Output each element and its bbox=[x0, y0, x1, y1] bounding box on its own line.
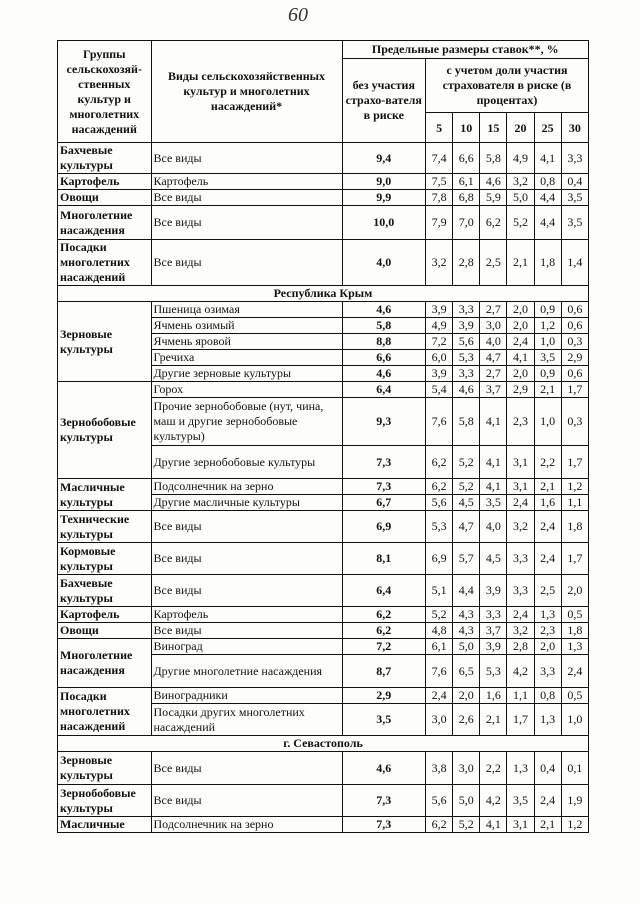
table-row bbox=[58, 143, 589, 174]
rate-no-participation: 4,6 bbox=[342, 302, 425, 318]
rate-with-participation: 2,5 bbox=[534, 575, 561, 607]
rate-no-participation: 5,8 bbox=[342, 318, 425, 334]
rate-with-participation: 4,0 bbox=[480, 511, 507, 543]
rate-with-participation: 1,8 bbox=[534, 240, 561, 286]
rate-with-participation: 2,1 bbox=[534, 382, 561, 398]
rate-with-participation: 0,1 bbox=[561, 752, 588, 785]
rate-no-participation: 7,2 bbox=[342, 639, 425, 655]
rate-no-participation: 4,0 bbox=[342, 240, 425, 286]
crop-name: Прочие зернобобовые (нут, чина, маш и другие зернобобовые культуры) bbox=[151, 398, 342, 446]
rate-with-participation: 4,7 bbox=[480, 350, 507, 366]
table-row bbox=[58, 785, 589, 817]
rate-with-participation: 7,6 bbox=[426, 655, 453, 688]
group-name: Кормовые культуры bbox=[58, 543, 152, 575]
insurance-rates-table bbox=[57, 40, 589, 833]
rate-with-participation: 1,7 bbox=[561, 543, 588, 575]
rate-with-participation: 3,3 bbox=[507, 575, 534, 607]
group-name: Посадки многолетних насаждений bbox=[58, 688, 152, 736]
rate-with-participation: 5,3 bbox=[480, 655, 507, 688]
header-group: Группы сельскохозяй-ственных культур и многолетних насаждений bbox=[58, 41, 152, 143]
rate-with-participation: 4,7 bbox=[453, 511, 480, 543]
rate-no-participation: 6,4 bbox=[342, 382, 425, 398]
rate-with-participation: 0,9 bbox=[534, 366, 561, 382]
crop-name: Все виды bbox=[151, 752, 342, 785]
crop-name: Посадки других многолетних насаждений bbox=[151, 704, 342, 736]
rate-with-participation: 5,6 bbox=[426, 785, 453, 817]
rate-with-participation: 3,1 bbox=[507, 446, 534, 479]
rate-with-participation: 2,6 bbox=[453, 704, 480, 736]
rate-no-participation: 6,2 bbox=[342, 607, 425, 623]
header-no-participation: без участия страхо-вателя в риске bbox=[342, 59, 425, 143]
rate-with-participation: 3,3 bbox=[534, 655, 561, 688]
rate-no-participation: 7,3 bbox=[342, 785, 425, 817]
rate-with-participation: 1,0 bbox=[534, 398, 561, 446]
rate-with-participation: 4,8 bbox=[426, 623, 453, 639]
rate-with-participation: 4,1 bbox=[480, 479, 507, 495]
rate-with-participation: 7,4 bbox=[426, 143, 453, 174]
rate-with-participation: 7,2 bbox=[426, 334, 453, 350]
rate-no-participation: 7,3 bbox=[342, 479, 425, 495]
crop-name: Виноград bbox=[151, 639, 342, 655]
rate-no-participation: 10,0 bbox=[342, 206, 425, 240]
rate-with-participation: 1,0 bbox=[534, 334, 561, 350]
rate-with-participation: 5,0 bbox=[453, 639, 480, 655]
rate-with-participation: 3,8 bbox=[426, 752, 453, 785]
rate-with-participation: 0,6 bbox=[561, 302, 588, 318]
rate-with-participation: 3,3 bbox=[453, 366, 480, 382]
table-row bbox=[58, 382, 589, 398]
rate-with-participation: 6,8 bbox=[453, 190, 480, 206]
crop-name: Все виды bbox=[151, 623, 342, 639]
rate-with-participation: 3,5 bbox=[480, 495, 507, 511]
rate-with-participation: 2,0 bbox=[561, 575, 588, 607]
rate-with-participation: 1,9 bbox=[561, 785, 588, 817]
rate-with-participation: 3,9 bbox=[480, 575, 507, 607]
table-row bbox=[58, 302, 589, 318]
crop-name: Картофель bbox=[151, 174, 342, 190]
rate-with-participation: 1,7 bbox=[561, 382, 588, 398]
rate-with-participation: 3,9 bbox=[426, 366, 453, 382]
table-row bbox=[58, 240, 589, 286]
rate-with-participation: 3,2 bbox=[507, 623, 534, 639]
rate-with-participation: 2,2 bbox=[480, 752, 507, 785]
crop-name: Все виды bbox=[151, 143, 342, 174]
group-name: Многолетние насаждения bbox=[58, 206, 152, 240]
rate-with-participation: 1,3 bbox=[561, 639, 588, 655]
rate-with-participation: 1,2 bbox=[534, 318, 561, 334]
rate-with-participation: 3,0 bbox=[426, 704, 453, 736]
crop-name: Все виды bbox=[151, 785, 342, 817]
rate-with-participation: 2,7 bbox=[480, 302, 507, 318]
rate-with-participation: 2,4 bbox=[534, 785, 561, 817]
group-name: Бахчевые культуры bbox=[58, 143, 152, 174]
rate-with-participation: 2,3 bbox=[507, 398, 534, 446]
rates-body bbox=[58, 143, 589, 833]
rate-no-participation: 6,4 bbox=[342, 575, 425, 607]
header-percent: 30 bbox=[561, 113, 588, 143]
rate-with-participation: 0,6 bbox=[561, 318, 588, 334]
crop-name: Ячмень яровой bbox=[151, 334, 342, 350]
rate-with-participation: 0,3 bbox=[561, 398, 588, 446]
group-name: Зернобобовые культуры bbox=[58, 785, 152, 817]
group-name: Картофель bbox=[58, 174, 152, 190]
rate-with-participation: 4,1 bbox=[480, 446, 507, 479]
rate-with-participation: 6,5 bbox=[453, 655, 480, 688]
table-row bbox=[58, 623, 589, 639]
rate-with-participation: 5,6 bbox=[453, 334, 480, 350]
rate-with-participation: 5,7 bbox=[453, 543, 480, 575]
rate-with-participation: 0,4 bbox=[561, 174, 588, 190]
rate-with-participation: 0,8 bbox=[534, 174, 561, 190]
rate-with-participation: 6,0 bbox=[426, 350, 453, 366]
crop-name: Все виды bbox=[151, 511, 342, 543]
header-rates: Предельные размеры ставок**, % bbox=[342, 41, 588, 59]
rate-with-participation: 5,2 bbox=[426, 607, 453, 623]
group-name: Масличные культуры bbox=[58, 479, 152, 511]
rate-no-participation: 7,3 bbox=[342, 817, 425, 833]
rate-with-participation: 1,3 bbox=[507, 752, 534, 785]
rate-with-participation: 5,0 bbox=[507, 190, 534, 206]
rate-with-participation: 0,6 bbox=[561, 366, 588, 382]
rate-with-participation: 1,3 bbox=[534, 607, 561, 623]
rate-with-participation: 2,0 bbox=[534, 639, 561, 655]
rate-with-participation: 4,4 bbox=[534, 190, 561, 206]
rate-with-participation: 0,5 bbox=[561, 688, 588, 704]
rate-with-participation: 3,5 bbox=[507, 785, 534, 817]
rate-with-participation: 2,7 bbox=[480, 366, 507, 382]
crop-name: Все виды bbox=[151, 206, 342, 240]
rate-no-participation: 9,9 bbox=[342, 190, 425, 206]
rate-no-participation: 4,6 bbox=[342, 366, 425, 382]
region-row bbox=[58, 736, 589, 752]
rate-with-participation: 7,8 bbox=[426, 190, 453, 206]
rate-with-participation: 1,2 bbox=[561, 817, 588, 833]
rate-with-participation: 1,2 bbox=[561, 479, 588, 495]
rate-with-participation: 0,5 bbox=[561, 607, 588, 623]
header-crop: Виды сельскохозяйственных культур и многолетних насаждений* bbox=[151, 41, 342, 143]
rate-with-participation: 5,6 bbox=[426, 495, 453, 511]
rate-with-participation: 4,1 bbox=[480, 398, 507, 446]
rate-no-participation: 6,6 bbox=[342, 350, 425, 366]
rate-with-participation: 2,1 bbox=[507, 240, 534, 286]
rate-with-participation: 3,5 bbox=[534, 350, 561, 366]
rate-with-participation: 1,6 bbox=[480, 688, 507, 704]
rate-with-participation: 3,7 bbox=[480, 623, 507, 639]
group-name: Зернобобовые культуры bbox=[58, 382, 152, 479]
rate-with-participation: 3,9 bbox=[426, 302, 453, 318]
rate-with-participation: 2,3 bbox=[534, 623, 561, 639]
rate-with-participation: 2,9 bbox=[561, 350, 588, 366]
rate-with-participation: 7,0 bbox=[453, 206, 480, 240]
rate-with-participation: 4,1 bbox=[480, 817, 507, 833]
crop-name: Гречиха bbox=[151, 350, 342, 366]
rate-with-participation: 6,2 bbox=[480, 206, 507, 240]
rate-with-participation: 3,3 bbox=[507, 543, 534, 575]
rate-no-participation: 8,7 bbox=[342, 655, 425, 688]
rate-with-participation: 5,4 bbox=[426, 382, 453, 398]
group-name: Зерновые культуры bbox=[58, 302, 152, 382]
rate-with-participation: 2,4 bbox=[507, 495, 534, 511]
crop-name: Все виды bbox=[151, 543, 342, 575]
group-name: Бахчевые культуры bbox=[58, 575, 152, 607]
rate-with-participation: 5,8 bbox=[453, 398, 480, 446]
rate-with-participation: 2,1 bbox=[534, 817, 561, 833]
rate-with-participation: 3,0 bbox=[480, 318, 507, 334]
header-with-participation: с учетом доли участия страхователя в риске (в процентах) bbox=[426, 59, 589, 113]
rate-with-participation: 2,1 bbox=[480, 704, 507, 736]
rate-with-participation: 1,4 bbox=[561, 240, 588, 286]
rate-no-participation: 9,0 bbox=[342, 174, 425, 190]
rate-with-participation: 2,0 bbox=[507, 366, 534, 382]
rate-with-participation: 1,3 bbox=[534, 704, 561, 736]
rate-with-participation: 2,0 bbox=[507, 318, 534, 334]
crop-name: Другие зерновые культуры bbox=[151, 366, 342, 382]
rate-with-participation: 4,5 bbox=[453, 495, 480, 511]
crop-name: Другие зернобобовые культуры bbox=[151, 446, 342, 479]
rate-with-participation: 4,0 bbox=[480, 334, 507, 350]
group-name: Картофель bbox=[58, 607, 152, 623]
rate-with-participation: 4,6 bbox=[480, 174, 507, 190]
rate-with-participation: 6,2 bbox=[426, 817, 453, 833]
rate-no-participation: 4,6 bbox=[342, 752, 425, 785]
rate-with-participation: 0,9 bbox=[534, 302, 561, 318]
rate-with-participation: 2,4 bbox=[534, 543, 561, 575]
rate-with-participation: 0,3 bbox=[561, 334, 588, 350]
rate-no-participation: 2,9 bbox=[342, 688, 425, 704]
table-row bbox=[58, 206, 589, 240]
rate-no-participation: 6,9 bbox=[342, 511, 425, 543]
rate-with-participation: 1,6 bbox=[534, 495, 561, 511]
rate-with-participation: 7,6 bbox=[426, 398, 453, 446]
table-row bbox=[58, 639, 589, 655]
rate-no-participation: 6,7 bbox=[342, 495, 425, 511]
table-row bbox=[58, 190, 589, 206]
rate-no-participation: 9,4 bbox=[342, 143, 425, 174]
rate-with-participation: 7,5 bbox=[426, 174, 453, 190]
rate-with-participation: 0,4 bbox=[534, 752, 561, 785]
rate-with-participation: 3,0 bbox=[453, 752, 480, 785]
rate-with-participation: 2,5 bbox=[480, 240, 507, 286]
table-row bbox=[58, 607, 589, 623]
table-row bbox=[58, 817, 589, 833]
header-percent: 20 bbox=[507, 113, 534, 143]
rate-with-participation: 6,1 bbox=[426, 639, 453, 655]
crop-name: Ячмень озимый bbox=[151, 318, 342, 334]
group-name: Технические культуры bbox=[58, 511, 152, 543]
rate-no-participation: 7,3 bbox=[342, 446, 425, 479]
rate-no-participation: 8,8 bbox=[342, 334, 425, 350]
table-row bbox=[58, 575, 589, 607]
rate-with-participation: 3,1 bbox=[507, 479, 534, 495]
table-row bbox=[58, 174, 589, 190]
rate-with-participation: 5,2 bbox=[453, 479, 480, 495]
rate-no-participation: 9,3 bbox=[342, 398, 425, 446]
rate-with-participation: 3,7 bbox=[480, 382, 507, 398]
rate-with-participation: 5,8 bbox=[480, 143, 507, 174]
rate-with-participation: 3,2 bbox=[426, 240, 453, 286]
rate-with-participation: 5,9 bbox=[480, 190, 507, 206]
crop-name: Горох bbox=[151, 382, 342, 398]
group-name: Многолетние насаждения bbox=[58, 639, 152, 688]
rate-with-participation: 3,3 bbox=[480, 607, 507, 623]
rate-with-participation: 6,2 bbox=[426, 479, 453, 495]
crop-name: Все виды bbox=[151, 190, 342, 206]
crop-name: Все виды bbox=[151, 240, 342, 286]
page-number: 60 bbox=[288, 4, 308, 26]
rate-with-participation: 1,0 bbox=[561, 704, 588, 736]
crop-name: Другие многолетние насаждения bbox=[151, 655, 342, 688]
rate-with-participation: 4,1 bbox=[534, 143, 561, 174]
rate-with-participation: 3,9 bbox=[453, 318, 480, 334]
group-name: Овощи bbox=[58, 623, 152, 639]
group-name: Посадки многолетних насаждений bbox=[58, 240, 152, 286]
rate-with-participation: 3,9 bbox=[480, 639, 507, 655]
table-row bbox=[58, 479, 589, 495]
rate-with-participation: 5,2 bbox=[507, 206, 534, 240]
region-title: г. Севастополь bbox=[58, 736, 589, 752]
rate-with-participation: 1,1 bbox=[561, 495, 588, 511]
group-name: Масличные bbox=[58, 817, 152, 833]
region-title: Республика Крым bbox=[58, 286, 589, 302]
table-row bbox=[58, 511, 589, 543]
rate-with-participation: 1,7 bbox=[507, 704, 534, 736]
table-row bbox=[58, 752, 589, 785]
rate-with-participation: 4,5 bbox=[480, 543, 507, 575]
region-row bbox=[58, 286, 589, 302]
rate-with-participation: 4,2 bbox=[480, 785, 507, 817]
rate-with-participation: 2,0 bbox=[453, 688, 480, 704]
header-percent: 15 bbox=[480, 113, 507, 143]
rate-with-participation: 2,4 bbox=[534, 511, 561, 543]
rate-with-participation: 0,8 bbox=[534, 688, 561, 704]
rate-with-participation: 1,7 bbox=[561, 446, 588, 479]
rate-with-participation: 4,9 bbox=[507, 143, 534, 174]
rate-no-participation: 6,2 bbox=[342, 623, 425, 639]
rate-with-participation: 7,9 bbox=[426, 206, 453, 240]
crop-name: Подсолнечник на зерно bbox=[151, 479, 342, 495]
rate-with-participation: 4,9 bbox=[426, 318, 453, 334]
header-percent: 5 bbox=[426, 113, 453, 143]
group-name: Овощи bbox=[58, 190, 152, 206]
rate-with-participation: 5,2 bbox=[453, 817, 480, 833]
rate-with-participation: 4,2 bbox=[507, 655, 534, 688]
rate-with-participation: 3,1 bbox=[507, 817, 534, 833]
rate-with-participation: 2,9 bbox=[507, 382, 534, 398]
rate-with-participation: 5,3 bbox=[426, 511, 453, 543]
rate-with-participation: 4,6 bbox=[453, 382, 480, 398]
rate-with-participation: 4,4 bbox=[534, 206, 561, 240]
rate-with-participation: 1,8 bbox=[561, 511, 588, 543]
rate-with-participation: 2,4 bbox=[561, 655, 588, 688]
rate-no-participation: 8,1 bbox=[342, 543, 425, 575]
rate-with-participation: 5,0 bbox=[453, 785, 480, 817]
rate-with-participation: 4,3 bbox=[453, 607, 480, 623]
rate-no-participation: 3,5 bbox=[342, 704, 425, 736]
rate-with-participation: 6,6 bbox=[453, 143, 480, 174]
table-row bbox=[58, 543, 589, 575]
crop-name: Все виды bbox=[151, 575, 342, 607]
rate-with-participation: 3,3 bbox=[561, 143, 588, 174]
rate-with-participation: 4,4 bbox=[453, 575, 480, 607]
rate-with-participation: 3,3 bbox=[453, 302, 480, 318]
crop-name: Картофель bbox=[151, 607, 342, 623]
rate-with-participation: 6,2 bbox=[426, 446, 453, 479]
rate-with-participation: 1,8 bbox=[561, 623, 588, 639]
crop-name: Виноградники bbox=[151, 688, 342, 704]
rate-with-participation: 2,4 bbox=[507, 607, 534, 623]
rate-with-participation: 5,2 bbox=[453, 446, 480, 479]
crop-name: Пшеница озимая bbox=[151, 302, 342, 318]
rate-with-participation: 6,1 bbox=[453, 174, 480, 190]
rate-with-participation: 4,3 bbox=[453, 623, 480, 639]
rate-with-participation: 2,2 bbox=[534, 446, 561, 479]
rate-with-participation: 2,1 bbox=[534, 479, 561, 495]
rate-with-participation: 3,5 bbox=[561, 190, 588, 206]
rate-with-participation: 6,9 bbox=[426, 543, 453, 575]
rate-with-participation: 2,8 bbox=[453, 240, 480, 286]
crop-name: Подсолнечник на зерно bbox=[151, 817, 342, 833]
header-percent: 25 bbox=[534, 113, 561, 143]
rate-with-participation: 5,3 bbox=[453, 350, 480, 366]
rate-with-participation: 4,1 bbox=[507, 350, 534, 366]
group-name: Зерновые культуры bbox=[58, 752, 152, 785]
rate-with-participation: 2,4 bbox=[426, 688, 453, 704]
rate-with-participation: 2,8 bbox=[507, 639, 534, 655]
table-row bbox=[58, 688, 589, 704]
rate-with-participation: 2,4 bbox=[507, 334, 534, 350]
rate-with-participation: 1,1 bbox=[507, 688, 534, 704]
rate-with-participation: 3,2 bbox=[507, 174, 534, 190]
rate-with-participation: 3,2 bbox=[507, 511, 534, 543]
rate-with-participation: 3,5 bbox=[561, 206, 588, 240]
rate-with-participation: 2,0 bbox=[507, 302, 534, 318]
rate-with-participation: 5,1 bbox=[426, 575, 453, 607]
crop-name: Другие масличные культуры bbox=[151, 495, 342, 511]
header-percent: 10 bbox=[453, 113, 480, 143]
